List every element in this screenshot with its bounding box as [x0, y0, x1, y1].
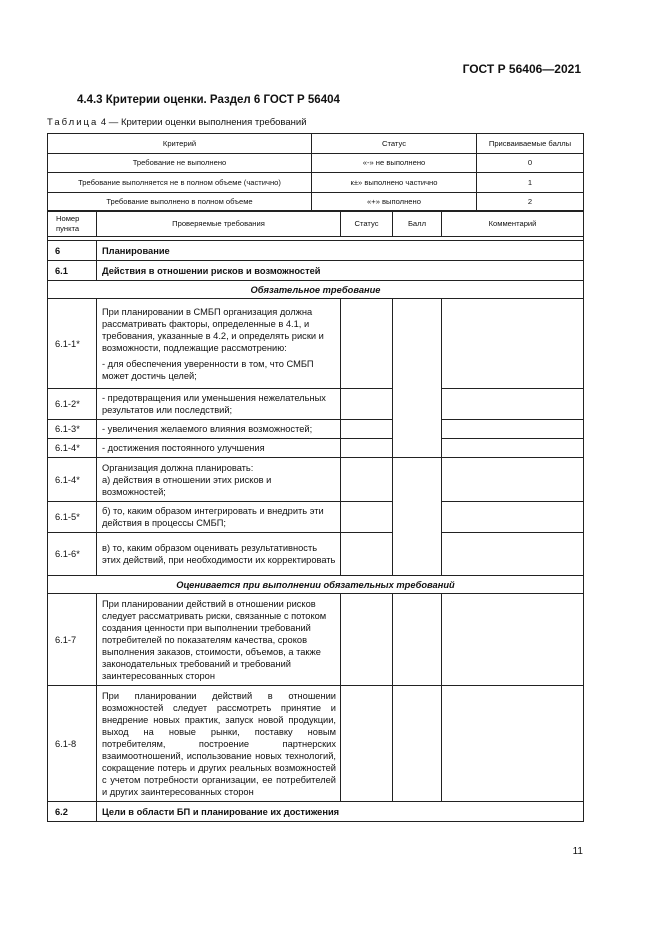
section-title-cell: Планирование	[97, 241, 584, 261]
requirement-text: При планировании действий в отношении возможностей следует рассмотреть принятие и внедрение новых практик, запуск новой продукции, выход на новые рынки, поставку новым потребителям, построение партнерских взаимоотношений, использование новых технологий, сокращение потерь и других реальных возможностей с учетом потребности организации, ее потребителей и других заинтересованных сторон	[97, 686, 341, 802]
table-row	[48, 389, 584, 420]
section-row	[48, 241, 584, 261]
comment-cell	[442, 686, 584, 802]
item-number: 6.1-5*	[48, 502, 97, 533]
score-cell	[393, 594, 442, 686]
criteria-cell: Требование не выполнено	[48, 153, 312, 173]
comment-cell	[442, 594, 584, 686]
criteria-row	[48, 173, 584, 193]
section-number: 6	[48, 241, 97, 261]
score-cell	[393, 299, 442, 458]
header-requirements: Проверяемые требования	[97, 211, 341, 237]
table-row	[48, 420, 584, 439]
criteria-status-cell: «-» не выполнено	[312, 153, 477, 173]
status-cell	[341, 502, 393, 533]
requirement-text: б) то, каким образом интегрировать и внедрить эти действия в процессы СМБП;	[97, 502, 341, 533]
page-number: 11	[572, 846, 583, 857]
table-row	[48, 502, 584, 533]
section-row	[48, 261, 584, 281]
status-cell	[341, 439, 393, 458]
requirement-text: - увеличения желаемого влияния возможностей;	[97, 420, 341, 439]
requirement-paragraph: При планировании в СМБП организация должна рассматривать факторы, определенные в 4.1, и требования, указанные в 4.2, и определять риски и возможности, подлежащие рассмотрению:	[102, 306, 324, 353]
item-number: 6.1-8	[48, 686, 97, 802]
item-number: 6.1-3*	[48, 420, 97, 439]
banner-row	[48, 281, 584, 299]
header-num-line1: Номер	[56, 214, 80, 223]
requirement-text	[97, 458, 341, 502]
header-status: Статус	[341, 211, 393, 237]
criteria-score-cell: 1	[477, 173, 584, 193]
item-number: 6.1-4*	[48, 439, 97, 458]
item-number: 6.1-1*	[48, 299, 97, 389]
table-caption-text: 4 — Критерии оценки выполнения требований	[98, 117, 307, 128]
criteria-cell: Требование выполнено в полном объеме	[48, 192, 312, 212]
item-number: 6.1-7	[48, 594, 97, 686]
section-title: 4.4.3 Критерии оценки. Раздел 6 ГОСТ Р 56404	[77, 94, 340, 106]
requirements-table	[47, 210, 584, 822]
table-row	[48, 299, 584, 389]
requirement-paragraph: - для обеспечения уверенности в том, что СМБП может достичь целей;	[102, 358, 314, 381]
section-title-cell: Цели в области БП и планирование их достижения	[97, 802, 584, 822]
table-row	[48, 686, 584, 802]
criteria-header-score: Присваиваемые баллы	[477, 134, 584, 154]
criteria-score-cell: 0	[477, 153, 584, 173]
criteria-status-cell: «+» выполнено	[312, 192, 477, 212]
comment-cell	[442, 420, 584, 439]
section-number: 6.1	[48, 261, 97, 281]
item-number: 6.1-4*	[48, 458, 97, 502]
section-title-cell: Действия в отношении рисков и возможностей	[97, 261, 584, 281]
score-cell	[393, 458, 442, 576]
comment-cell	[442, 299, 584, 389]
status-cell	[341, 594, 393, 686]
requirement-paragraph: Организация должна планировать:	[102, 462, 254, 473]
criteria-row	[48, 153, 584, 173]
score-cell	[393, 686, 442, 802]
requirement-text: - достижения постоянного улучшения	[97, 439, 341, 458]
status-cell	[341, 458, 393, 502]
requirement-text: При планировании действий в отношении рисков следует рассматривать риски, связанные с потоком создания ценности при выполнении требований потребителей по показателям качества, сроков выполнения заказов, стоимости, объемов, а также законодательных требований и требований заинтересованных сторон	[97, 594, 341, 686]
status-cell	[341, 299, 393, 389]
table-row	[48, 594, 584, 686]
criteria-table	[47, 133, 584, 212]
requirements-header-row	[48, 211, 584, 237]
document-header: ГОСТ Р 56406—2021	[462, 62, 581, 76]
header-score: Балл	[393, 211, 442, 237]
status-cell	[341, 686, 393, 802]
comment-cell	[442, 389, 584, 420]
header-comment: Комментарий	[442, 211, 584, 237]
criteria-score-cell: 2	[477, 192, 584, 212]
header-num-line2: пункта	[56, 223, 80, 233]
requirement-paragraph: а) действия в отношении этих рисков и возможностей;	[102, 474, 272, 497]
comment-cell	[442, 502, 584, 533]
table-row	[48, 533, 584, 576]
header-item-number	[48, 211, 97, 237]
requirement-text	[97, 299, 341, 389]
table-caption	[47, 117, 307, 128]
criteria-header-status: Статус	[312, 134, 477, 154]
comment-cell	[442, 439, 584, 458]
criteria-header-row	[48, 134, 584, 154]
comment-cell	[442, 458, 584, 502]
comment-cell	[442, 533, 584, 576]
criteria-status-cell: к±» выполнено частично	[312, 173, 477, 193]
status-cell	[341, 389, 393, 420]
table-row	[48, 458, 584, 502]
criteria-cell: Требование выполняется не в полном объеме (частично)	[48, 173, 312, 193]
item-number: 6.1-2*	[48, 389, 97, 420]
requirement-text: в) то, каким образом оценивать результативность этих действий, при необходимости их корректировать	[97, 533, 341, 576]
banner-row	[48, 576, 584, 594]
section-number: 6.2	[48, 802, 97, 822]
section-row	[48, 802, 584, 822]
requirement-text: - предотвращения или уменьшения нежелательных результатов или последствий;	[97, 389, 341, 420]
optional-banner: Оценивается при выполнении обязательных требований	[48, 576, 584, 594]
criteria-row	[48, 192, 584, 212]
mandatory-banner: Обязательное требование	[48, 281, 584, 299]
status-cell	[341, 533, 393, 576]
table-caption-label: Таблица	[47, 117, 99, 128]
criteria-header-criterion: Критерий	[48, 134, 312, 154]
table-row	[48, 439, 584, 458]
status-cell	[341, 420, 393, 439]
item-number: 6.1-6*	[48, 533, 97, 576]
